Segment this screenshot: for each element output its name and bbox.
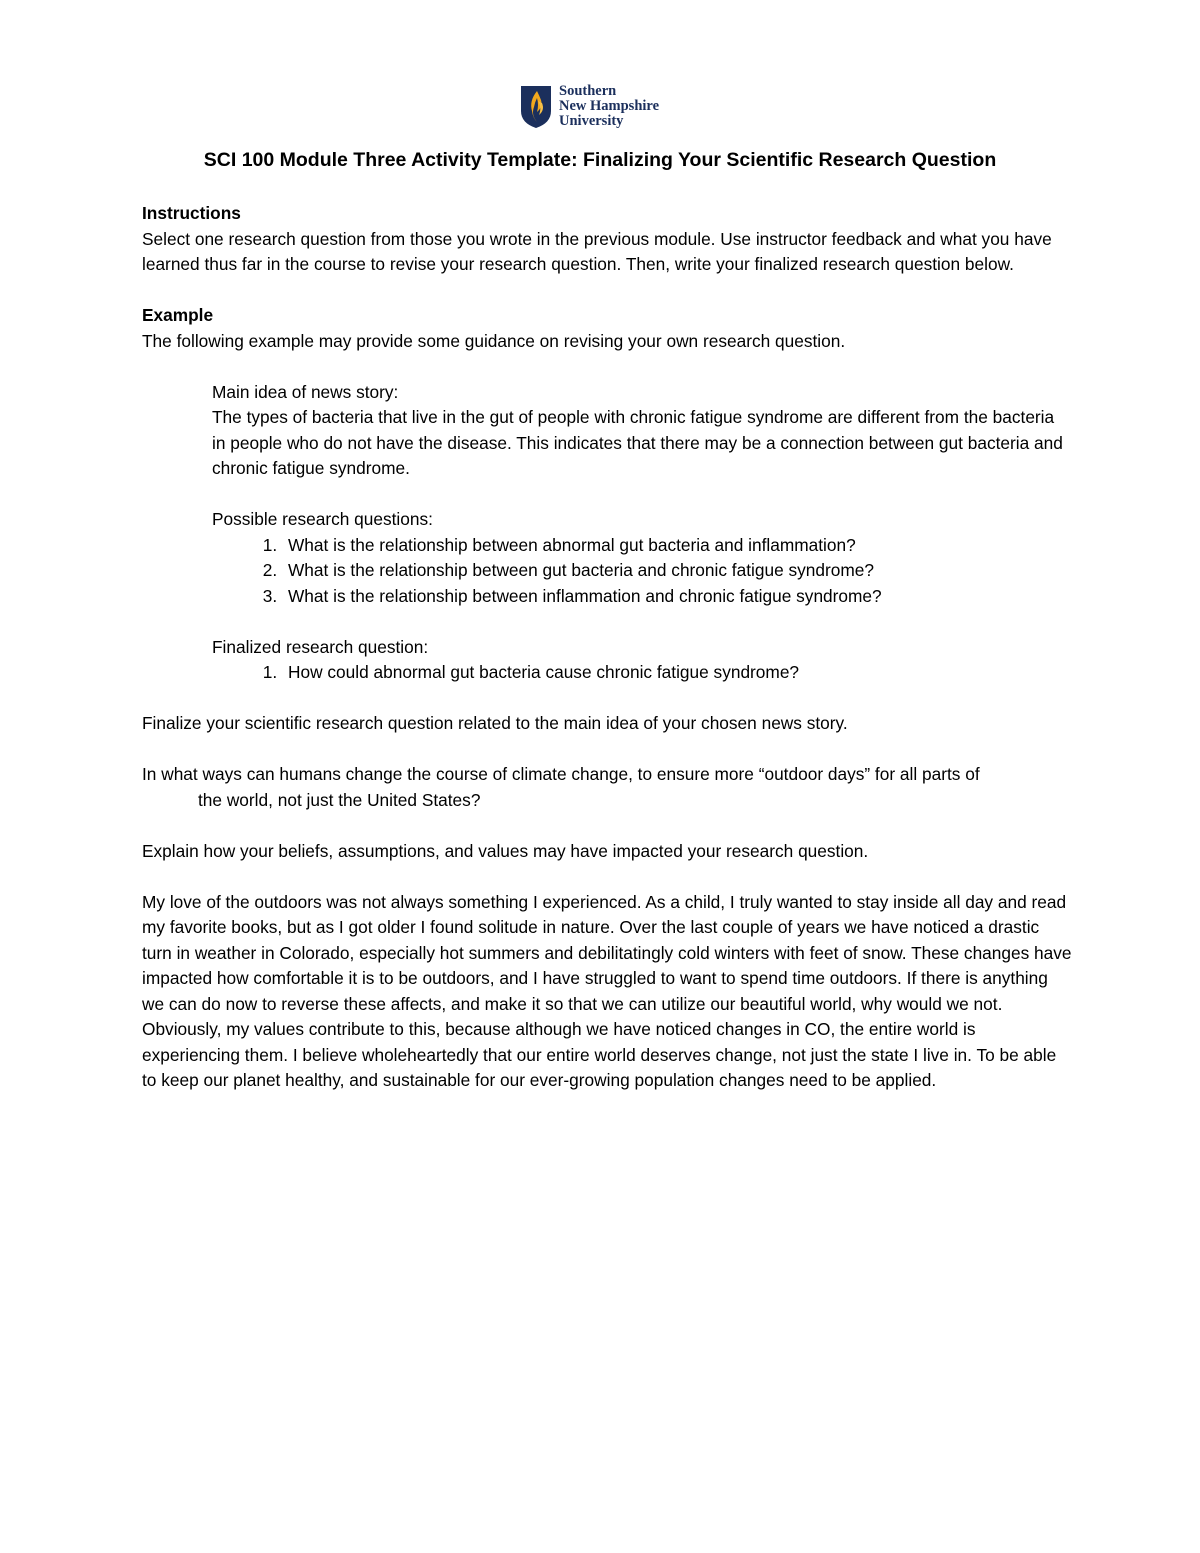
possible-questions-list xyxy=(142,533,1072,610)
prompt-finalize-question: Finalize your scientific research question related to the main idea of your chosen news story. xyxy=(142,713,848,733)
document-title: SCI 100 Module Three Activity Template: Finalizing Your Scientific Research Question xyxy=(203,149,997,171)
example-intro: The following example may provide some guidance on revising your own research question. xyxy=(142,330,846,351)
possible-questions-label: Possible research questions: xyxy=(212,509,433,529)
university-logo xyxy=(520,84,659,129)
response-research-question: In what ways can humans change the course of climate change, to ensure more “outdoor days” for all parts of the world, not just the United States? xyxy=(142,764,980,810)
document-body xyxy=(142,201,1072,1094)
example-heading: Example xyxy=(142,305,214,325)
finalized-questions-list xyxy=(142,660,1072,686)
list-item: 3. What is the relationship between inflammation and chronic fatigue syndrome? xyxy=(282,584,1072,610)
list-item: 2. What is the relationship between gut bacteria and chronic fatigue syndrome? xyxy=(282,558,1072,584)
finalized-question-label: Finalized research question: xyxy=(212,636,429,657)
logo-wordmark xyxy=(559,84,659,129)
list-item: 1. What is the relationship between abnormal gut bacteria and inflammation? xyxy=(282,533,1072,559)
list-item: 1. How could abnormal gut bacteria cause chronic fatigue syndrome? xyxy=(282,660,1072,686)
shield-flame-icon xyxy=(520,85,552,129)
instructions-heading: Instructions xyxy=(142,203,241,223)
prompt-beliefs: Explain how your beliefs, assumptions, and values may have impacted your research question. xyxy=(142,840,869,861)
logo-line-2: New Hampshire xyxy=(559,98,660,114)
instructions-text: Select one research question from those you wrote in the previous module. Use instructor feedback and what you have learned thus far in the course to revise your research question. Then, write your finalized research question below. xyxy=(142,228,1052,274)
main-idea-text: The types of bacteria that live in the gut of people with chronic fatigue syndrome are different from the bacteria in people who do not have the disease. This indicates that there may be a connection between gut bacteria and chronic fatigue syndrome. xyxy=(212,407,1063,478)
main-idea-label: Main idea of news story: xyxy=(212,381,399,402)
response-beliefs: My love of the outdoors was not always something I experienced. As a child, I truly wanted to stay inside all day and read my favorite books, but as I got older I found solitude in nature. Over the last couple of years we have noticed a drastic turn in weather in Colorado, especially hot summers and debilitatingly cold winters with feet of snow. These changes have impacted how comfortable it is to be outdoors, and I have struggled to want to spend time outdoors. If there is anything we can do now to reverse these affects, and make it so that we can utilize our beautiful world, why would we not. Obviously, my values contribute to this, because although we have noticed changes in CO, the entire world is experiencing them. I believe wholeheartedly that our entire world deserves change, not just the state I live in. To be able to keep our planet healthy, and sustainable for our ever-growing population changes need to be applied. xyxy=(142,891,1072,1090)
logo-line-3: University xyxy=(559,113,624,129)
logo-line-1: Southern xyxy=(559,83,617,99)
